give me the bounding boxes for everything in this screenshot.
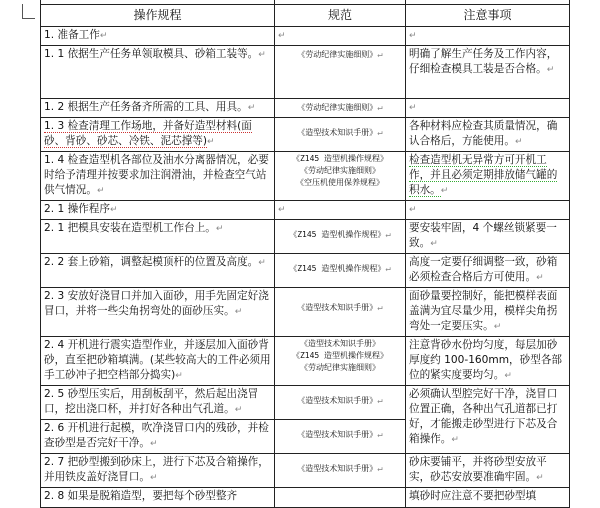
table-row [41, 99, 570, 118]
note-cell: 必须确认型腔完好干净，浇冒口位置正确，各种出气孔道都已打好，才能搬走砂型进行下芯及合箱操作。↵ [406, 386, 570, 454]
spec-line: 《造型技术知识手册》 [300, 339, 380, 348]
note-cell: 各种材料应检查其质量情况，确认合格后，方能使用。↵ [406, 118, 570, 152]
procedure-cell: 2. 2 套上砂箱，调整起模顶杆的位置及高度。↵ [41, 254, 275, 288]
note-cell: ↵ [406, 201, 570, 220]
header-specification: 规范 [275, 5, 406, 27]
spec-line: 《劳动纪律实施细则》 [300, 166, 380, 175]
procedure-cell: 2. 3 安放好浇冒口并加入面砂，用手先固定好浇冒口，并将一些尖角拐弯处的面砂压实。↵ [41, 288, 275, 337]
spec-cell [275, 337, 406, 386]
margin-corner-mark [22, 4, 35, 19]
procedure-cell: 2. 7 把砂型搬到砂床上，进行下芯及合箱操作，并用铁皮盖好浇冒口。↵ [41, 454, 275, 488]
table-row [41, 288, 570, 337]
procedure-cell: 2. 6 开机进行起模，吹净浇冒口内的残砂，并检查砂型是否完好干净。↵ [41, 420, 275, 454]
note-cell: 明确了解生产任务及工作内容，仔细检查模具工装是否合格。↵ [406, 46, 570, 99]
spec-cell: 《造型技术知识手册》↵ [275, 386, 406, 420]
procedure-cell: 2. 5 砂型压实后，用刮板刮平，然后起出浇冒口，挖出浇口杯，并打好各种出气孔道。↵ [41, 386, 275, 420]
procedure-cell: 1. 2 根据生产任务备齐所需的工具、用具。↵ [41, 99, 275, 118]
procedure-cell: 1. 3 检查清理工作场地，并备好造型材料(面砂、背砂、砂芯、冷铁、泥芯撑等)↵ [41, 118, 275, 152]
note-cell: 面砂量要控制好，能把模样表面盖满为宜尽量少用，模样尖角拐弯处一定要压实。↵ [406, 288, 570, 337]
table-row [41, 454, 570, 488]
procedure-cell: 2. 4 开机进行震实造型作业，并逐层加入面砂背砂，直至把砂箱填满。(某些较高大的工件必须用手工砂冲子把空档部分捣实)↵ [41, 337, 275, 386]
table-row [41, 386, 570, 420]
table-row [41, 27, 570, 46]
spec-cell: 《劳动纪律实施细则》↵ [275, 46, 406, 99]
header-procedure: 操作规程 [41, 5, 275, 27]
note-cell: 填砂时应注意不要把砂型填 [406, 488, 570, 508]
table-row [41, 254, 570, 288]
table-row [41, 488, 570, 508]
spec-cell: 《造型技术知识手册》↵ [275, 288, 406, 337]
header-notes: 注意事项 [406, 5, 570, 27]
procedure-cell: 1. 准备工作↵ [41, 27, 275, 46]
spec-line: 《空压机使用保养规程》 [296, 178, 384, 187]
procedure-cell: 1. 4 检查造型机各部位及油水分离器情况，必要时给予清理并按要求加注润滑油，并检查空气站供气情况。↵ [41, 152, 275, 201]
spec-line: 《Z145 造型机操作规程》 [291, 154, 389, 163]
note-cell: ↵ [406, 27, 570, 46]
note-cell: ↵ [406, 99, 570, 118]
table-row [41, 201, 570, 220]
procedure-cell: 2. 1 操作程序↵ [41, 201, 275, 220]
table-header-row [41, 5, 570, 27]
procedure-cell: 2. 8 如果是脱箱造型，要把每个砂型整齐 [41, 488, 275, 508]
spec-cell: 《Z145 造型机操作规程》↵ [275, 220, 406, 254]
spec-cell: ↵ [275, 27, 406, 46]
spec-cell [275, 152, 406, 201]
note-cell: 砂床要铺平，并将砂型安放平实，砂芯安放要准确牢固。↵ [406, 454, 570, 488]
spec-cell: 《造型技术知识手册》↵ [275, 118, 406, 152]
spec-line: 《劳动纪律实施细则》 [300, 363, 380, 372]
table-row [41, 337, 570, 386]
spec-cell: 《造型技术知识手册》↵ [275, 454, 406, 488]
procedure-cell: 1. 1 依据生产任务单领取模具、砂箱工装等。↵ [41, 46, 275, 99]
spec-cell: 《劳动纪律实施细则》↵ [275, 99, 406, 118]
spec-cell [275, 488, 406, 508]
note-cell: 检查造型机无异常方可开机工作，并且必须定期排放储气罐的积水。↵ [406, 152, 570, 201]
note-cell: 要安装牢固，4 个螺丝锁紧要一致。↵ [406, 220, 570, 254]
note-cell: 注意背砂水份均匀度，每层加砂厚度约 100-160mm，砂型各部位的紧实度要均匀。↵ [406, 337, 570, 386]
table-row [41, 118, 570, 152]
note-cell: 高度一定要仔细调整一致，砂箱必须检查合格后方可使用。↵ [406, 254, 570, 288]
table-row [41, 220, 570, 254]
spec-cell: 《Z145 造型机操作规程》↵ [275, 254, 406, 288]
spec-cell: 《造型技术知识手册》↵ [275, 420, 406, 454]
procedure-cell: 2. 1 把模具安装在造型机工作台上。↵ [41, 220, 275, 254]
spec-line: 《Z145 造型机操作规程》 [291, 351, 389, 360]
spec-cell: ↵ [275, 201, 406, 220]
procedure-table [40, 0, 570, 508]
table-row [41, 46, 570, 99]
table-row [41, 152, 570, 201]
